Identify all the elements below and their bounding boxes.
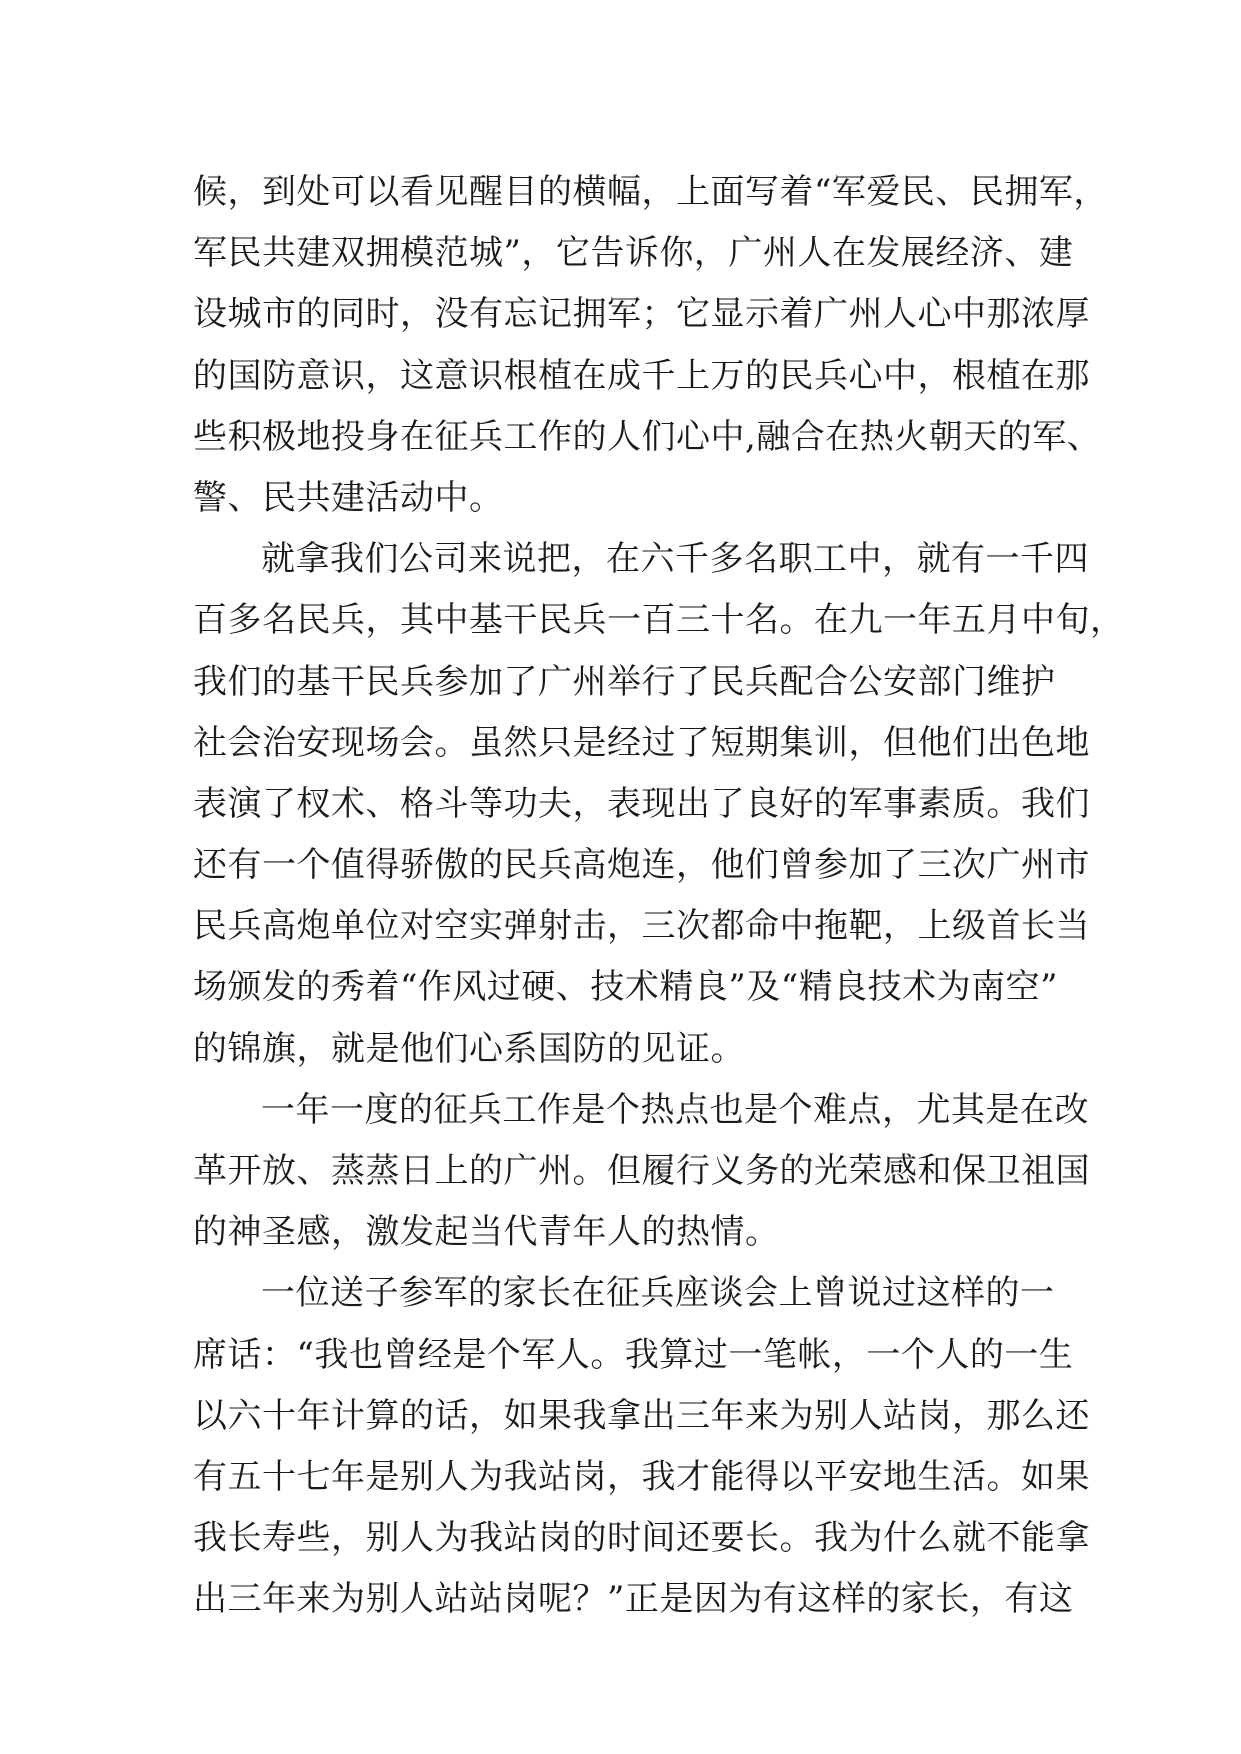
text-line: 表演了杈术、格斗等功夫，表现出了良好的军事素质。我们 [193, 783, 1090, 824]
text-line: 些积极地投身在征兵工作的人们心中,融合在热火朝天的军、 [193, 416, 1102, 457]
text-line: 我长寿些，别人为我站岗的时间还要长。我为什么就不能拿 [193, 1518, 1090, 1559]
text-line: 有五十七年是别人为我站岗，我才能得以平安地生活。如果 [193, 1456, 1090, 1497]
text-line: 社会治安现场会。虽然只是经过了短期集训，但他们出色地 [193, 722, 1090, 763]
text-line: 民兵高炮单位对空实弹射击，三次都命中拖靶，上级首长当 [193, 906, 1090, 947]
text-line: 设城市的同时，没有忘记拥军；它显示着广州人心中那浓厚 [193, 294, 1090, 335]
text-line: 的神圣感，激发起当代青年人的热情。 [193, 1212, 780, 1253]
text-line: 席话：“我也曾经是个军人。我算过一笔帐，一个人的一生 [193, 1334, 1074, 1375]
paragraph-2 [193, 529, 1125, 1080]
text-line: 还有一个值得骄傲的民兵高炮连，他们曾参加了三次广州市 [193, 845, 1090, 886]
text-line: 出三年来为别人站站岗呢？”正是因为有这样的家长，有这 [193, 1579, 1074, 1620]
text-line: 军民共建双拥模范城”，它告诉你，广州人在发展经济、建 [193, 233, 1074, 274]
text-line: 一位送子参军的家长在征兵座谈会上曾说过这样的一 [261, 1273, 1055, 1314]
text-line: 以六十年计算的话，如果我拿出三年来为别人站岗，那么还 [193, 1395, 1090, 1436]
body-text [193, 162, 1125, 1631]
text-line: 的国防意识，这意识根植在成千上万的民兵心中，根植在那 [193, 355, 1090, 396]
paragraph-1 [193, 162, 1108, 529]
text-line: 警、民共建活动中。 [193, 477, 504, 518]
text-line: 百多名民兵，其中基干民兵一百三十名。在九一年五月中旬， [193, 600, 1125, 641]
text-line: 候，到处可以看见醒目的横幅，上面写着“军爱民、民拥军， [193, 172, 1108, 212]
paragraph-3 [193, 1080, 1090, 1264]
text-line: 我们的基干民兵参加了广州举行了民兵配合公安部门维护 [193, 661, 1056, 702]
text-line: 场颁发的秀着“作风过硬、技术精良”及“精良技术为南空” [193, 967, 1059, 1008]
paragraph-4 [193, 1263, 1090, 1630]
text-line: 就拿我们公司来说把，在六千多名职工中，就有一千四 [261, 539, 1089, 580]
text-line: 的锦旗，就是他们心系国防的见证。 [193, 1028, 745, 1069]
text-line: 革开放、蒸蒸日上的广州。但履行义务的光荣感和保卫祖国 [193, 1151, 1090, 1191]
text-line: 一年一度的征兵工作是个热点也是个难点，尤其是在改 [261, 1089, 1089, 1130]
